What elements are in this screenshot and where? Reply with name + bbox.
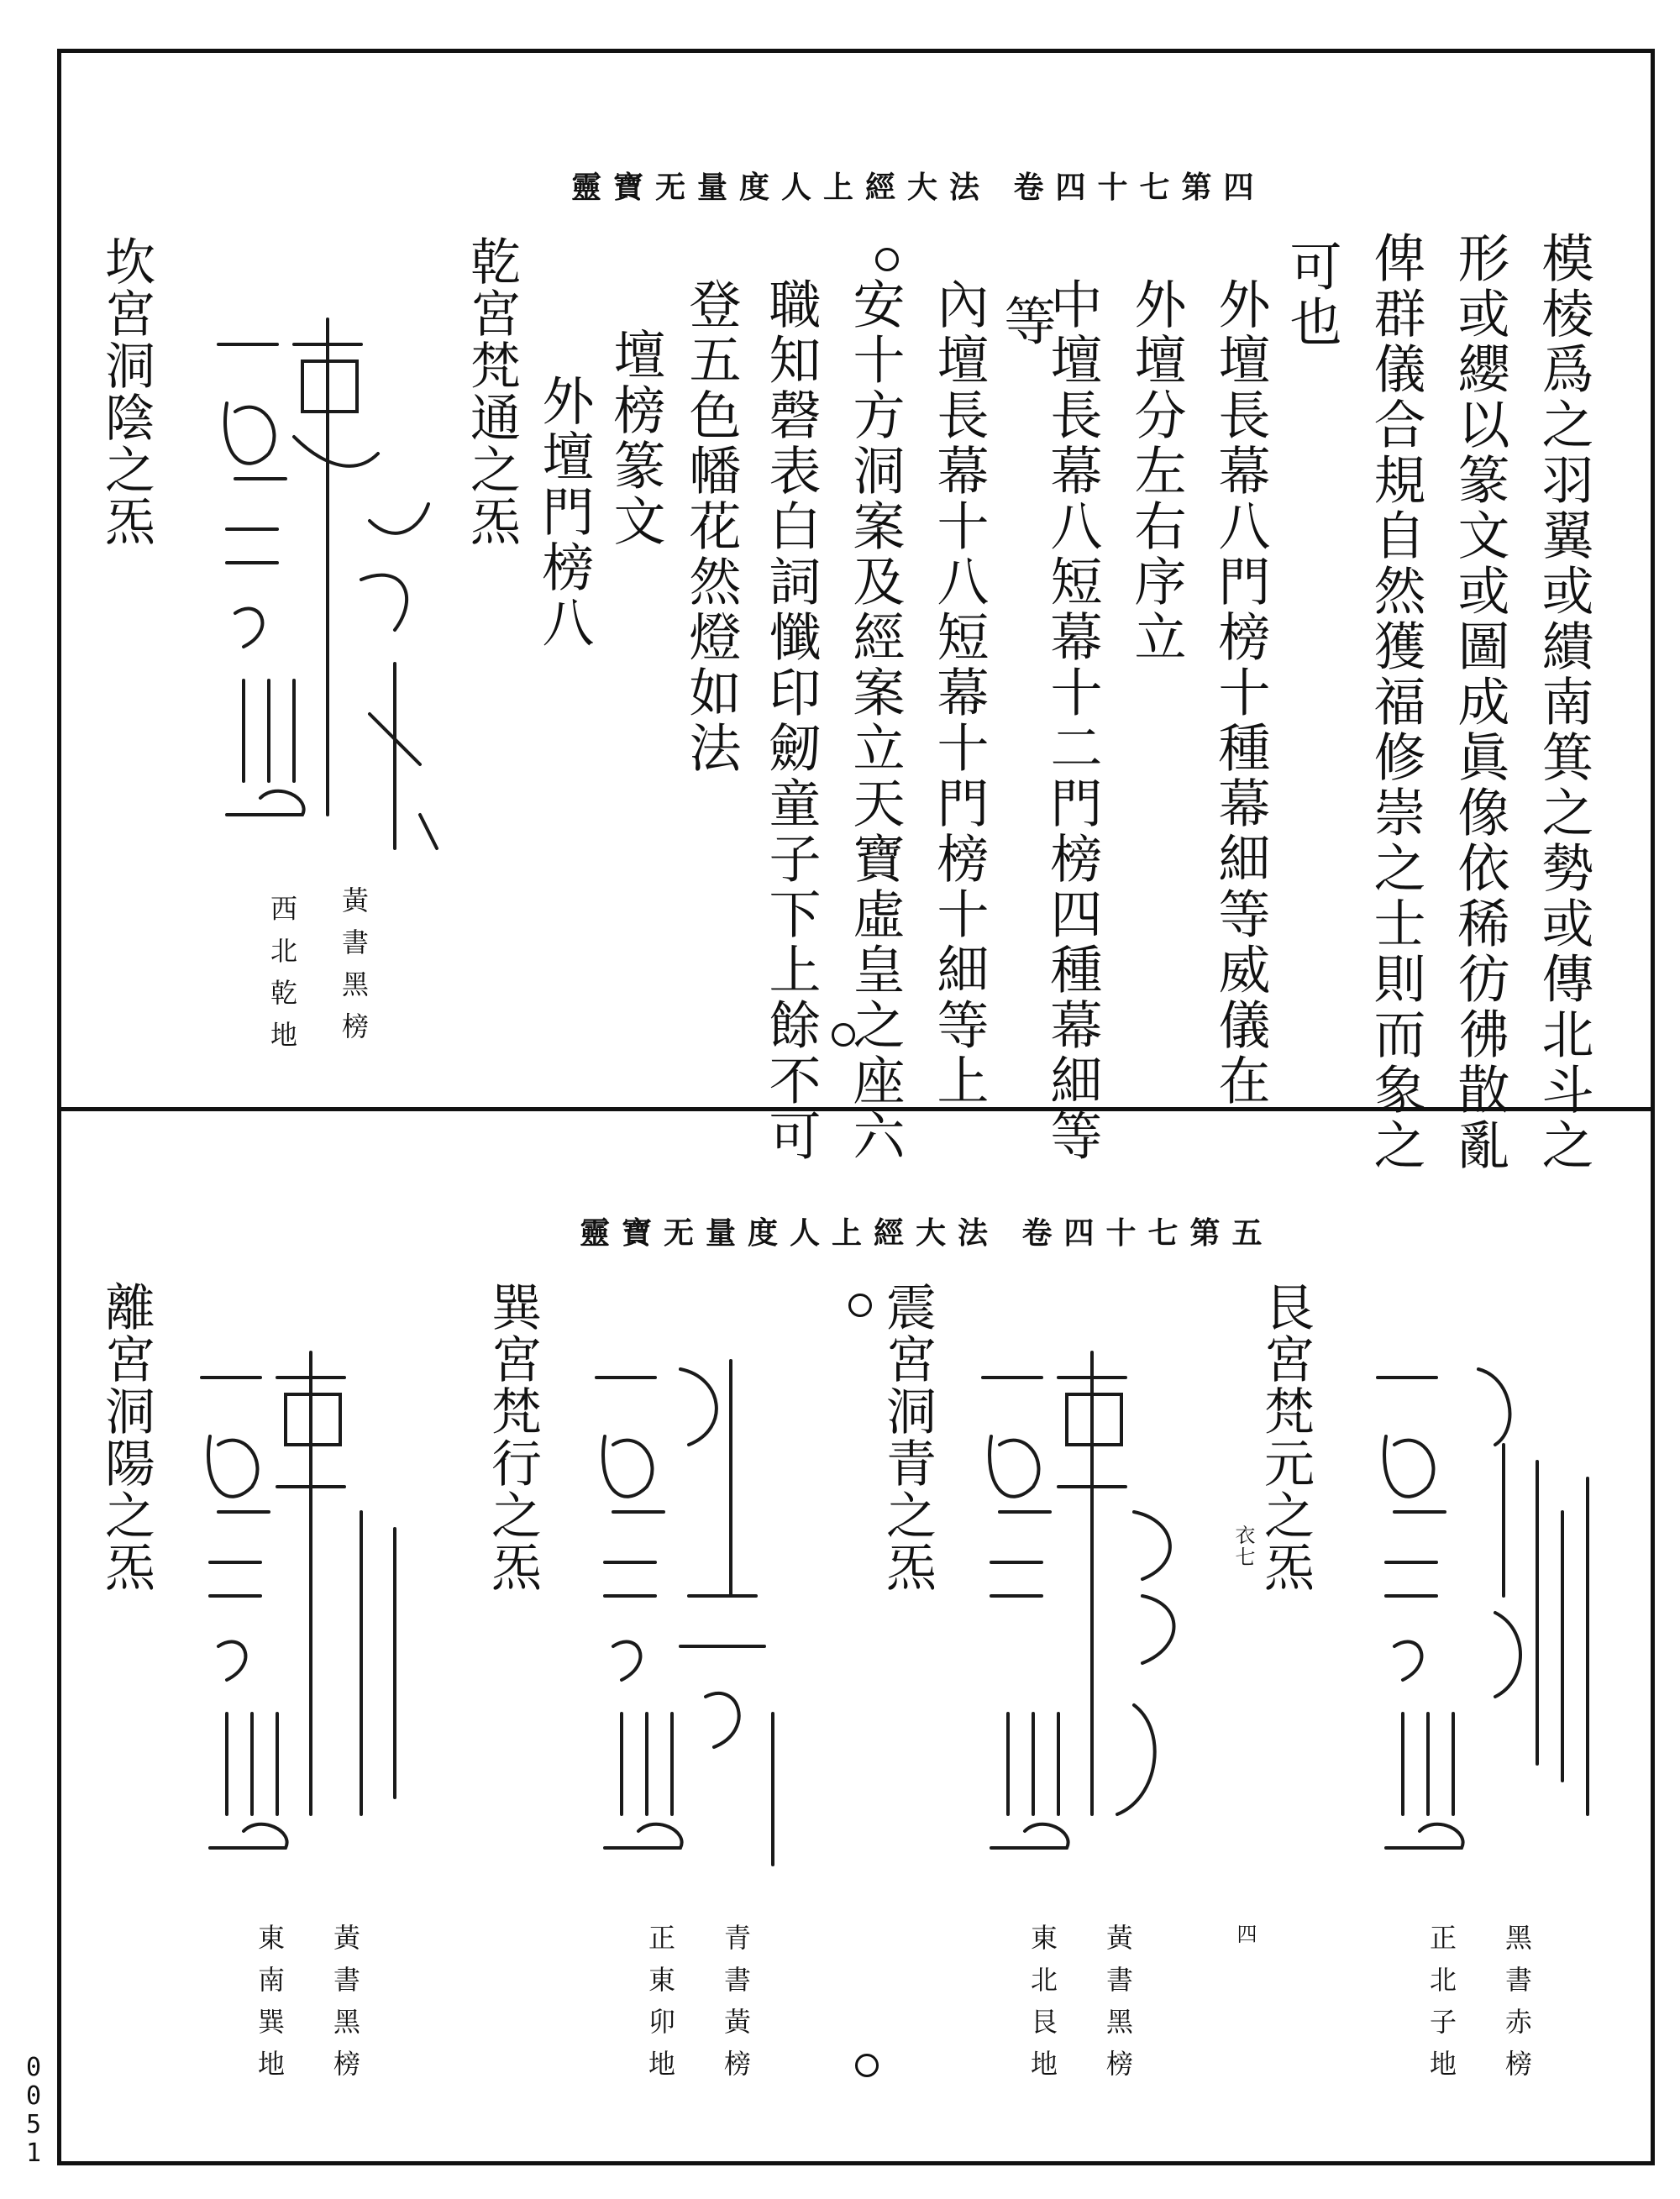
- seal-caption-color: 黃書黑榜: [1102, 1923, 1134, 2091]
- seal-caption-color: 黑書赤榜: [1501, 1923, 1533, 2091]
- text-column: 中壇長幕八短幕十二門榜四種幕細等: [1042, 277, 1103, 1164]
- section-title: 乾宮梵通之炁: [462, 235, 521, 548]
- section-title: 艮宮梵元之炁: [1256, 1281, 1315, 1593]
- seal-caption-color: 黃書黑榜: [338, 886, 370, 1054]
- section-title: 離宮洞陽之炁: [97, 1281, 155, 1593]
- circle-mark: [855, 2054, 879, 2077]
- annotation-mark: 四: [1233, 1923, 1257, 1945]
- text-column: 模棱爲之羽翼或繢南箕之勢或傳北斗之: [1533, 231, 1594, 1173]
- section-title: 震宮洞青之炁: [878, 1281, 937, 1593]
- text-column: 形或纓以篆文或圖成眞像依稀彷彿散亂: [1449, 231, 1510, 1173]
- circle-mark: [875, 248, 899, 271]
- text-column: 外壇門榜八: [533, 374, 595, 651]
- seal-caption-location: 東南巽地: [254, 1923, 286, 2091]
- text-column: 壇榜篆文: [605, 328, 666, 549]
- seal-caption-location: 東北艮地: [1026, 1923, 1058, 2091]
- seal-caption-location: 正東卯地: [644, 1923, 676, 2091]
- top-page-header: 靈寶无量度人上經大法 卷四十七第四: [571, 170, 1266, 205]
- circle-mark: [832, 1023, 855, 1047]
- seal-caption-location: 正北子地: [1425, 1923, 1457, 2091]
- seal-script-talisman: [1369, 1344, 1604, 1898]
- seal-caption-color: 黃書黑榜: [329, 1923, 361, 2091]
- text-column: 安十方洞案及經案立天寶虛皇之座六: [844, 277, 906, 1164]
- seal-script-talisman: [588, 1344, 823, 1898]
- text-column: 等: [995, 294, 1057, 349]
- text-column: 職知磬表白詞懺印劒童子下上餘不可: [760, 277, 822, 1164]
- annotation-note: 衣七: [1231, 1525, 1255, 1568]
- seal-script-talisman: [974, 1344, 1210, 1898]
- text-column: 俾群儀合規自然獲福修崇之士則而象之: [1365, 231, 1426, 1173]
- section-title: 坎宮洞陰之炁: [97, 235, 155, 548]
- bottom-page-header: 靈寶无量度人上經大法 卷四十七第五: [580, 1215, 1274, 1251]
- text-column: 登五色幡花然燈如法: [680, 277, 742, 776]
- seal-script-talisman: [193, 1344, 428, 1898]
- text-column: 可也: [1281, 239, 1342, 350]
- circle-mark: [848, 1294, 872, 1317]
- section-title: 巽宮梵行之炁: [483, 1281, 542, 1593]
- page-number: 0051: [25, 2053, 42, 2168]
- seal-script-talisman: [210, 311, 445, 865]
- text-column: 外壇分左右序立: [1126, 277, 1187, 665]
- text-column: 內壇長幕十八短幕十門榜十細等上: [928, 277, 990, 1109]
- seal-caption-color: 青書黃榜: [720, 1923, 752, 2091]
- seal-caption-location: 西北乾地: [266, 895, 298, 1063]
- text-column: 外壇長幕八門榜十種幕細等威儀在: [1210, 277, 1271, 1109]
